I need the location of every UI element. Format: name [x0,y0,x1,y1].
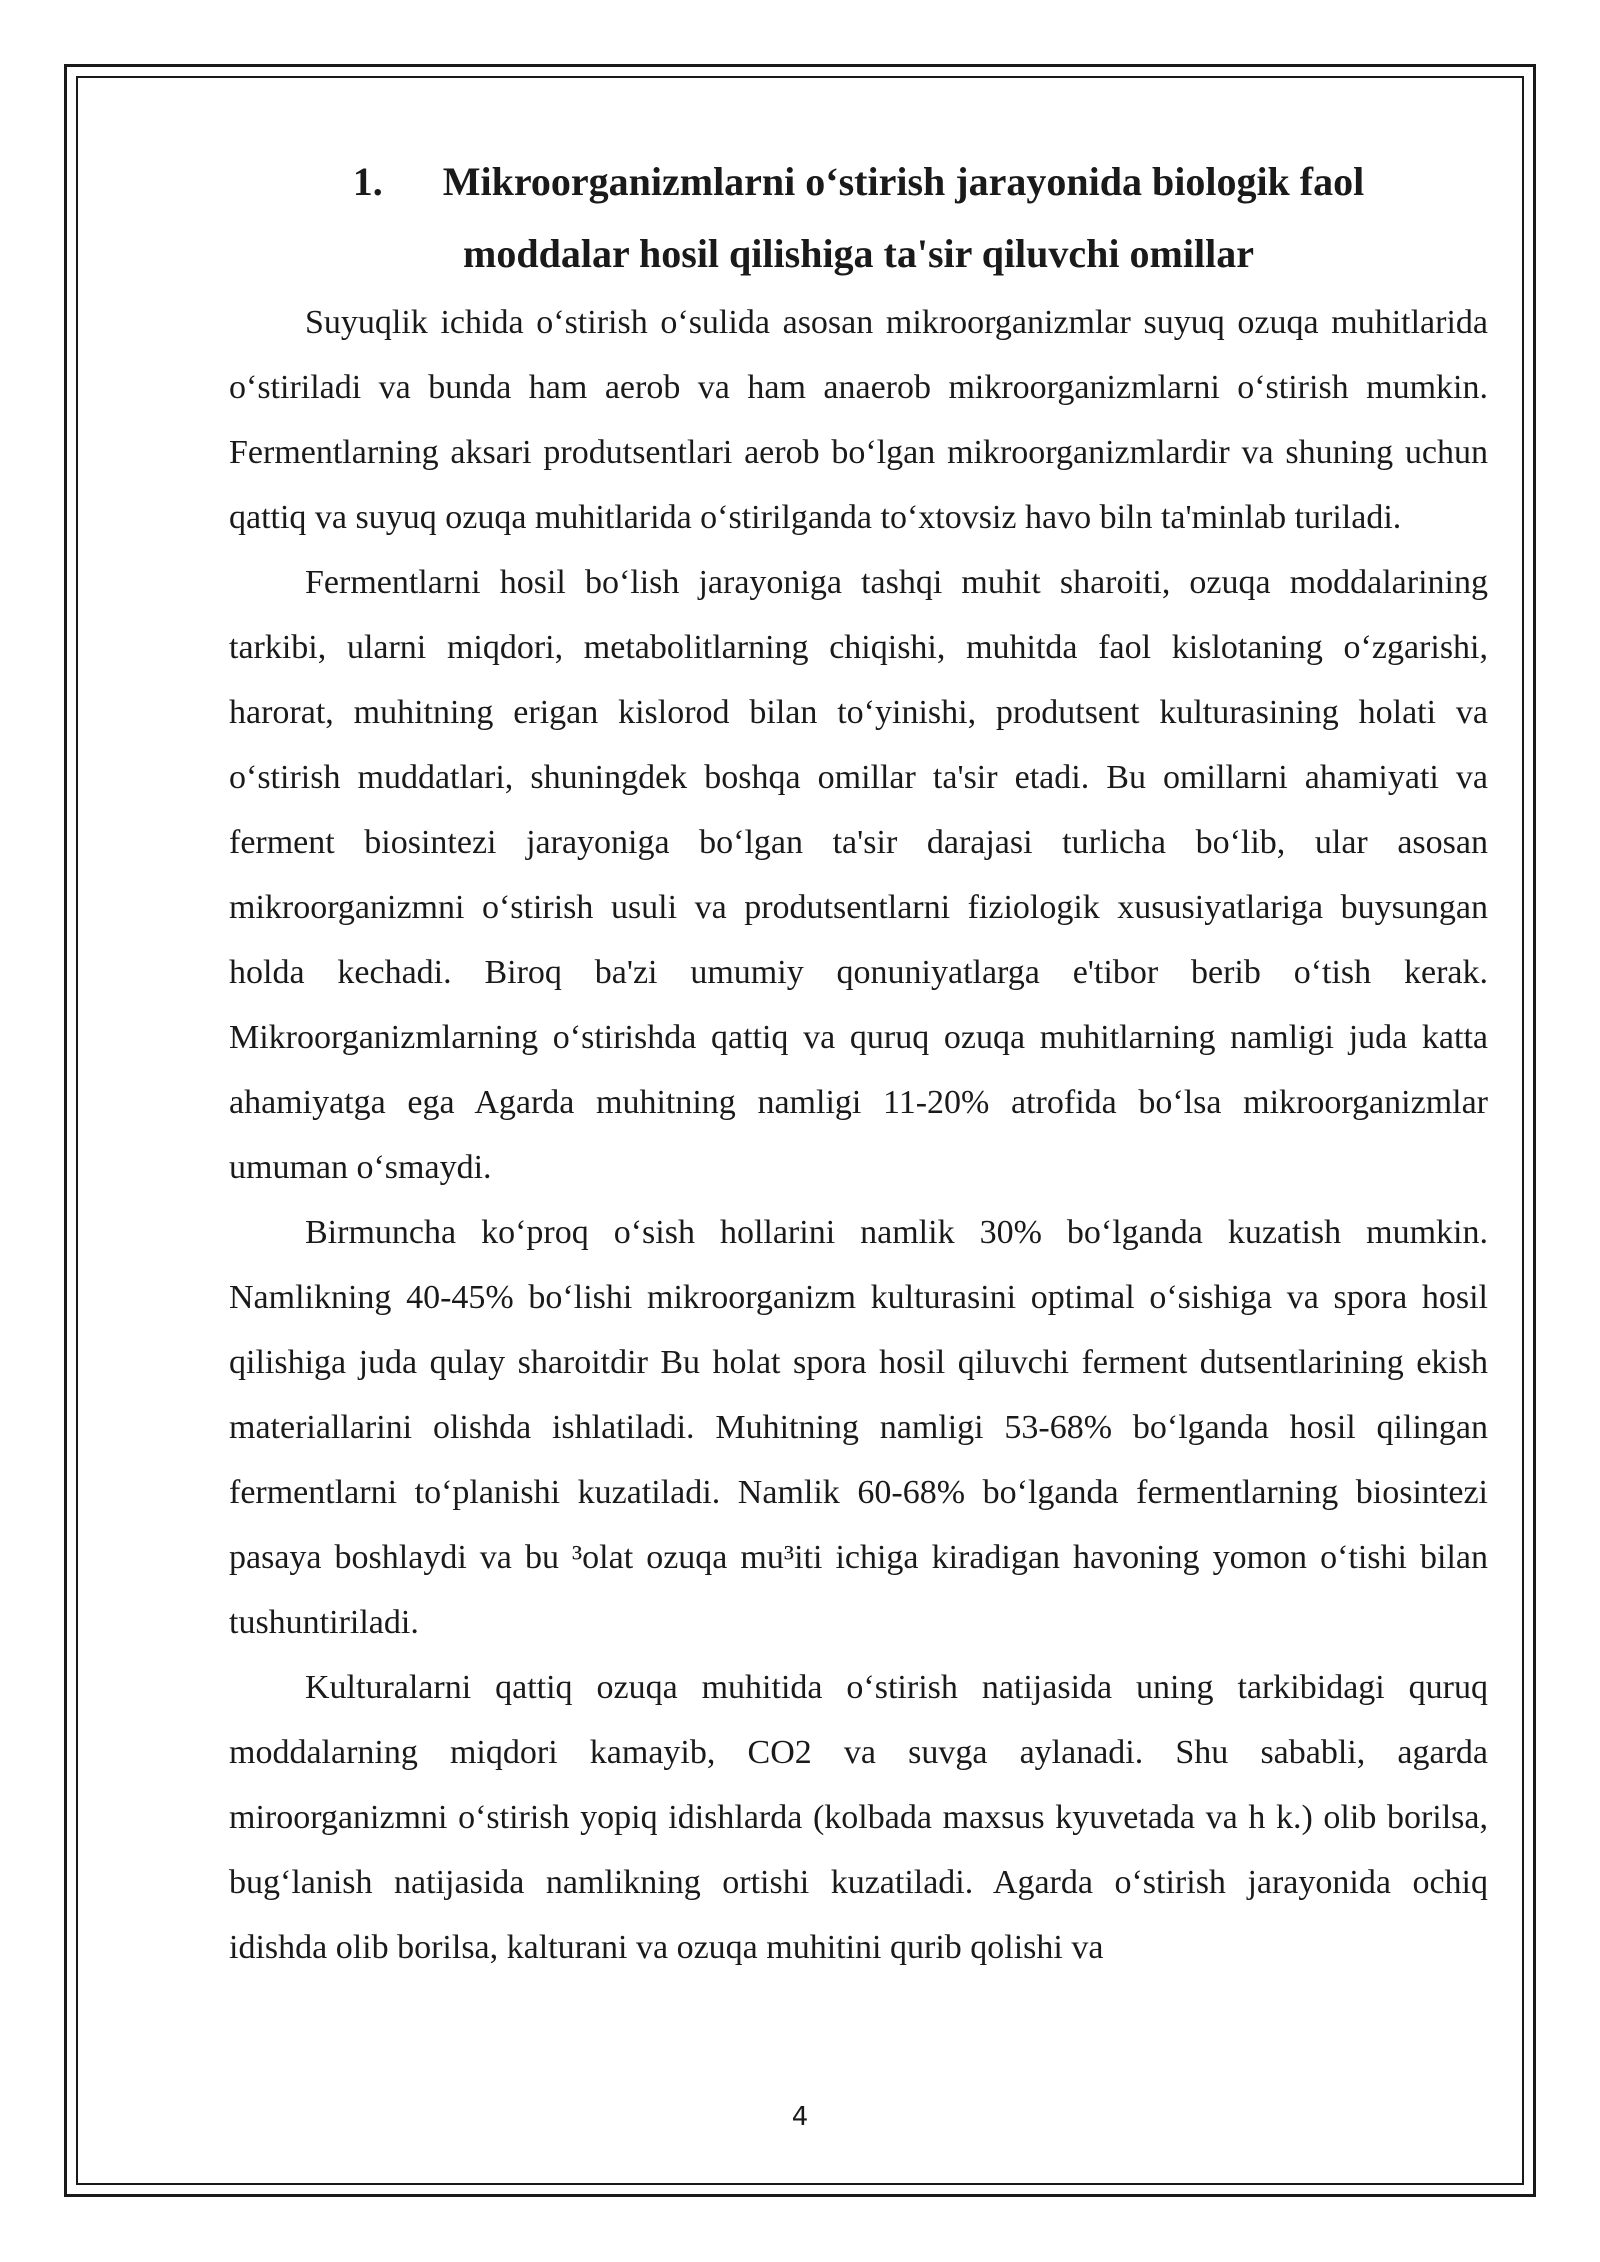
section-heading [229,146,1488,290]
heading-line-2: moddalar hosil qilishiga ta'sir qiluvchi omillar [463,231,1254,276]
paragraph-3: Birmuncha ko‘proq o‘sish hollarini namlik 30% bo‘lganda kuzatish mumkin. Namlikning 40-45% bo‘lishi mikroorganizm kulturasini optimal o‘sishiga va spora hosil qilishiga juda qulay sharoitdir Bu holat spora hosil qiluvchi ferment dutsentlarining ekish materiallarini olishda ishlatiladi. Muhitning namligi 53-68% bo‘lganda hosil qilingan fermentlarni to‘planishi kuzatiladi. Namlik 60-68% bo‘lganda fermentlarning biosintezi pasaya boshlaydi va bu ³olat ozuqa mu³iti ichiga kiradigan havoning yomon o‘tishi bilan tushuntiriladi. [229,1214,1488,1641]
document-body [229,146,1488,1980]
page-number: 4 [791,2102,809,2132]
paragraph-4: Kulturalarni qattiq ozuqa muhitida o‘stirish natijasida uning tarkibidagi quruq moddalarning miqdori kamayib, CO2 va suvga aylanadi. Shu sababli, agarda miroorganizmni o‘stirish yopiq idishlarda (kolbada maxsus kyuvetada va h k.) olib borilsa, bug‘lanish natijasida namlikning ortishi kuzatiladi. Agarda o‘stirish jarayonida ochiq idishda olib borilsa, kalturani va ozuqa muhitini qurib qolishi va [229,1669,1488,1966]
paragraph-1: Suyuqlik ichida o‘stirish o‘sulida asosan mikroorganizmlar suyuq ozuqa muhitlarida o‘stiriladi va bunda ham aerob va ham anaerob mikroorganizmlarni o‘stirish mumkin. Fermentlarning aksari produtsentlari aerob bo‘lgan mikroorganizmlardir va shuning uchun qattiq va suyuq ozuqa muhitlarida o‘stirilganda to‘xtovsiz havo biln ta'minlab turiladi. [229,304,1488,536]
heading-line-1: Mikroorganizmlarni o‘stirish jarayonida biologik faol [442,159,1365,204]
paragraph-2: Fermentlarni hosil bo‘lish jarayoniga tashqi muhit sharoiti, ozuqa moddalarining tarkibi, ularni miqdori, metabolitlarning chiqishi, muhitda faol kislotaning o‘zgarishi, harorat, muhitning erigan kislorod bilan to‘yinishi, produtsent kulturasining holati va o‘stirish muddatlari, shuningdek boshqa omillar ta'sir etadi. Bu omillarni ahamiyati va ferment biosintezi jarayoniga bo‘lgan ta'sir darajasi turlicha bo‘lib, ular asosan mikroorganizmni o‘stirish usuli va produtsentlarni fiziologik xususiyatlariga buysungan holda kechadi. Biroq ba'zi umumiy qonuniyatlarga e'tibor berib o‘tish kerak. Mikroorganizmlarning o‘stirishda qattiq va quruq ozuqa muhitlarning namligi juda katta ahamiyatga ega Agarda muhitning namligi 11-20% atrofida bo‘lsa mikroorganizmlar umuman o‘smaydi. [229,564,1488,1186]
section-number: 1. [352,159,383,204]
